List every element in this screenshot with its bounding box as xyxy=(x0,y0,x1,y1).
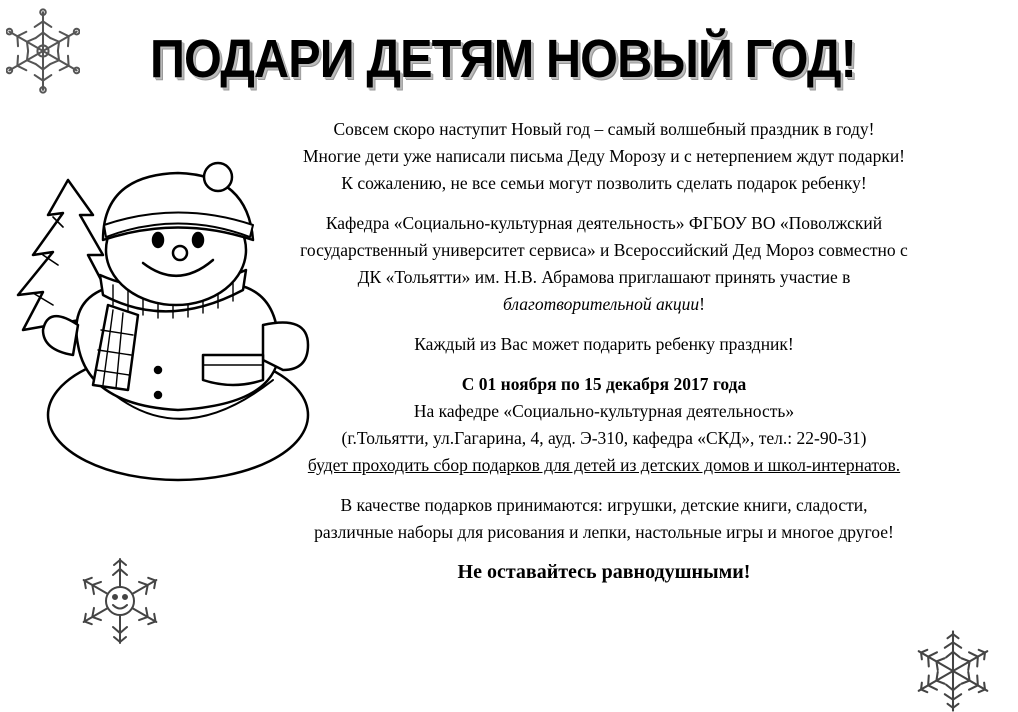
call-to-action: Каждый из Вас может подарить ребенку праздник! xyxy=(414,334,794,354)
collection-description: будет проходить сбор подарков для детей из детских домов и школ-интернатов. xyxy=(307,455,901,475)
announcement-end: ! xyxy=(699,294,705,314)
collection-location: На кафедре «Социально-культурная деятельность» xyxy=(413,401,795,421)
snowflake-icon xyxy=(6,6,80,96)
snowflake-icon xyxy=(888,630,1018,712)
collection-address: (г.Тольятти, ул.Гагарина, 4, ауд. Э-310, кафедра «СКД», тел.: 22-90-31) xyxy=(341,428,867,448)
smiling-snowflake-icon xyxy=(70,556,170,646)
intro-line: К сожалению, не все семьи могут позволить сделать подарок ребенку! xyxy=(341,173,867,193)
announcement-body xyxy=(228,116,980,599)
announcement-line: ДК «Тольятти» им. Н.В. Абрамова приглашают принять участие в xyxy=(357,267,851,287)
announcement-paragraph xyxy=(228,210,980,318)
announcement-line: государственный университет сервиса» и Всероссийский Дед Мороз совместно с xyxy=(300,240,908,260)
gifts-line: различные наборы для рисования и лепки, настольные игры и многое другое! xyxy=(314,522,894,542)
announcement-line xyxy=(228,291,980,318)
intro-line: Совсем скоро наступит Новый год – самый волшебный праздник в году! xyxy=(333,119,875,139)
announcement-line: Кафедра «Социально-культурная деятельность» ФГБОУ ВО «Поволжский xyxy=(325,213,883,233)
charity-action-text: благотворительной акции xyxy=(503,294,700,314)
closing-slogan: Не оставайтесь равнодушными! xyxy=(457,561,751,583)
collection-info xyxy=(228,371,980,479)
collection-dates: С 01 ноября по 15 декабря 2017 года xyxy=(461,374,747,394)
gifts-paragraph xyxy=(228,492,980,546)
intro-line: Многие дети уже написали письма Деду Морозу и с нетерпением ждут подарки! xyxy=(302,146,906,166)
page-title: ПОДАРИ ДЕТЯМ НОВЫЙ ГОД! xyxy=(150,29,856,89)
intro-paragraph xyxy=(228,116,980,197)
gifts-line: В качестве подарков принимаются: игрушки, детские книги, сладости, xyxy=(340,495,868,515)
